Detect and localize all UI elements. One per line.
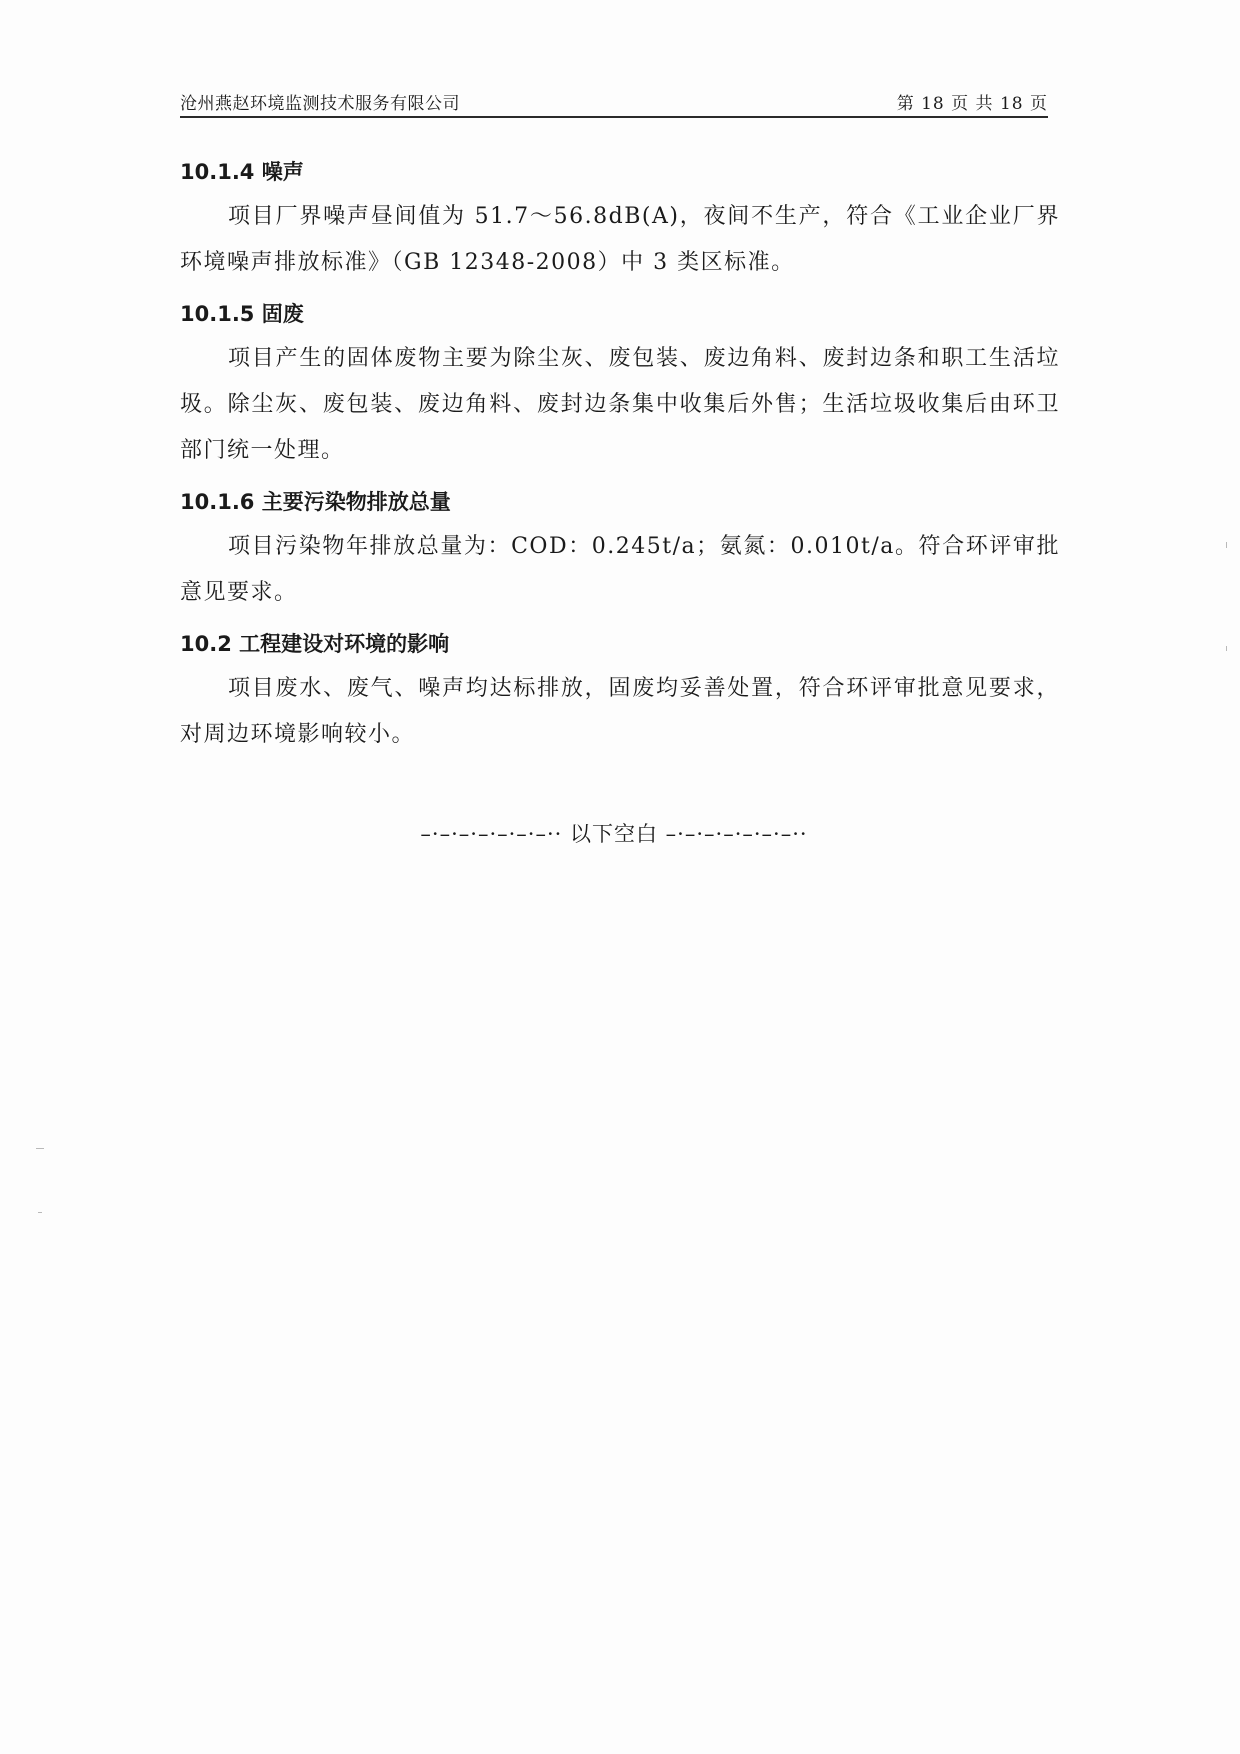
section-heading: 10.1.4 噪声 — [180, 160, 304, 184]
scan-artifact — [1226, 542, 1227, 548]
section-noise — [180, 150, 1060, 286]
section-paragraph: 项目废水、废气、噪声均达标排放，固废均妥善处置，符合环评审批意见要求，对周边环境影响较小。 — [180, 676, 1060, 747]
section-paragraph: 项目产生的固体废物主要为除尘灰、废包装、废边角料、废封边条和职工生活垃圾。除尘灰、废包装、废边角料、废封边条集中收集后外售；生活垃圾收集后由环卫部门统一处理。 — [180, 346, 1060, 463]
section-solid-waste — [180, 292, 1060, 474]
section-environmental-impact — [180, 622, 1060, 758]
scan-artifact — [1226, 646, 1227, 651]
section-heading: 10.2 工程建设对环境的影响 — [180, 632, 450, 656]
scan-artifact — [38, 1212, 42, 1213]
section-paragraph: 项目厂界噪声昼间值为 51.7～56.8dB(A)，夜间不生产，符合《工业企业厂界环境噪声排放标准》（GB 12348-2008）中 3 类区标准。 — [180, 204, 1060, 275]
end-of-content-marker: –·–·–·–·–·–·–·· 以下空白 –·–·–·–·–·–·–·· — [420, 822, 808, 846]
header-page-number: 第 18 页 共 18 页 — [896, 94, 1048, 114]
scan-artifact — [36, 1148, 44, 1149]
document-body — [180, 150, 1060, 764]
section-pollutant-total — [180, 480, 1060, 616]
page-header — [180, 86, 1048, 118]
section-paragraph: 项目污染物年排放总量为：COD：0.245t/a；氨氮：0.010t/a。符合环评审批意见要求。 — [180, 534, 1060, 605]
header-company-name: 沧州燕赵环境监测技术服务有限公司 — [180, 94, 460, 114]
section-heading: 10.1.5 固废 — [180, 302, 304, 326]
section-heading: 10.1.6 主要污染物排放总量 — [180, 490, 451, 514]
